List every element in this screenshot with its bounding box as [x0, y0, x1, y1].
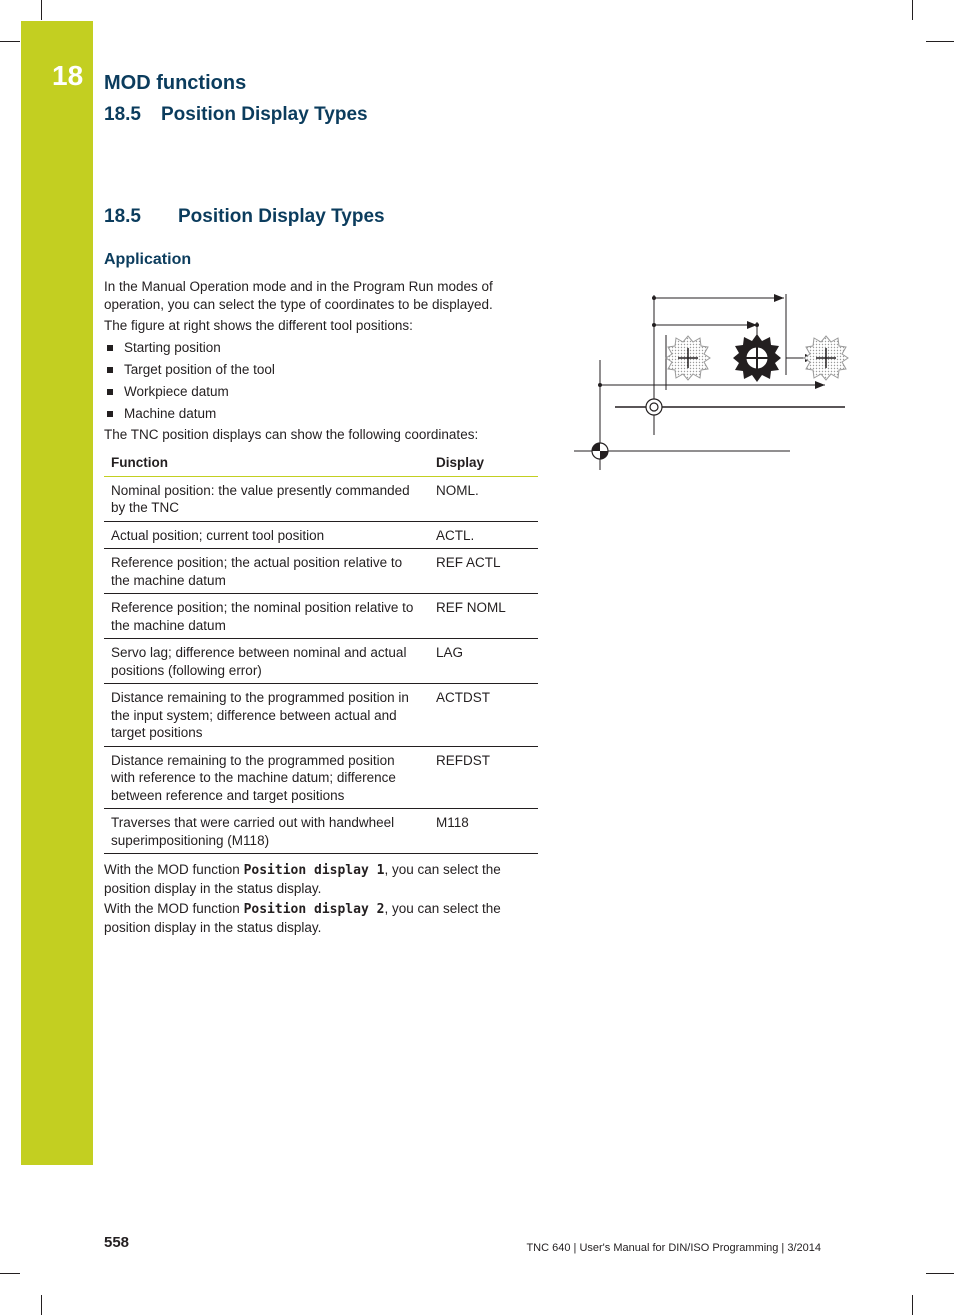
running-section-header: [104, 104, 368, 126]
display-cell: REF NOML: [429, 594, 538, 639]
mod-function-name: Position display 1: [243, 863, 385, 878]
chapter-sidebar: [21, 21, 93, 1165]
starting-position-tool-icon: [666, 336, 710, 380]
list-item: Workpiece datum: [104, 381, 532, 403]
function-cell: Actual position; current tool position: [104, 521, 429, 549]
crop-mark: [912, 1295, 913, 1315]
running-section-title: Position Display Types: [161, 104, 368, 125]
table-row: [104, 549, 538, 594]
function-cell: Reference position; the nominal position relative to the machine datum: [104, 594, 429, 639]
table-intro: The TNC position displays can show the following coordinates:: [104, 427, 479, 442]
footer-text: TNC 640 | User's Manual for DIN/ISO Programming | 3/2014: [526, 1242, 821, 1254]
display-cell: ACTL.: [429, 521, 538, 549]
display-cell: LAG: [429, 639, 538, 684]
function-cell: Traverses that were carried out with handwheel superimpositioning (M118): [104, 809, 429, 854]
dot-icon: [598, 383, 602, 387]
list-item: Target position of the tool: [104, 359, 532, 381]
crop-mark: [926, 1273, 954, 1274]
table-row: [104, 684, 538, 747]
function-cell: Nominal position: the value presently commanded by the TNC: [104, 476, 429, 521]
target-position-tool-icon: [804, 336, 848, 380]
bullet-icon: [107, 411, 113, 417]
running-section-number: 18.5: [104, 104, 141, 125]
bullet-icon: [107, 367, 113, 373]
bullet-icon: [107, 345, 113, 351]
page-number: 558: [104, 1234, 130, 1251]
crop-mark: [41, 0, 42, 20]
function-cell: Reference position; the actual position relative to the machine datum: [104, 549, 429, 594]
table-row: [104, 809, 538, 854]
section-heading: [104, 206, 385, 228]
display-cell: REFDST: [429, 746, 538, 809]
section-title: Position Display Types: [178, 206, 385, 227]
chapter-number: 18: [52, 60, 84, 91]
list-item: Starting position: [104, 337, 532, 359]
workpiece-datum-icon: [646, 399, 662, 415]
mod-function-name: Position display 2: [243, 902, 385, 917]
display-types-table: [104, 449, 538, 854]
bullet-icon: [107, 389, 113, 395]
table-row: [104, 594, 538, 639]
figure-paragraph: The figure at right shows the different tool positions:: [104, 318, 413, 333]
crop-mark: [912, 0, 913, 20]
display-cell: REF ACTL: [429, 549, 538, 594]
arrow-icon: [815, 381, 825, 389]
crop-mark: [0, 1273, 20, 1274]
table-row: [104, 521, 538, 549]
display-cell: M118: [429, 809, 538, 854]
closing-paragraph-1: With the MOD function Position display 1, you can select the position display in the status display.: [104, 862, 501, 896]
crop-mark: [0, 41, 20, 42]
function-cell: Distance remaining to the programmed position with reference to the machine datum; difference between reference and target positions: [104, 746, 429, 809]
subheading-application: Application: [104, 251, 192, 268]
column-header-display: Display: [429, 449, 538, 476]
table-row: [104, 639, 538, 684]
table-row: [104, 746, 538, 809]
dot-icon: [652, 323, 656, 327]
function-cell: Servo lag; difference between nominal and actual positions (following error): [104, 639, 429, 684]
tool-positions-figure: [560, 280, 860, 480]
crop-mark: [926, 41, 954, 42]
table-row: [104, 476, 538, 521]
table-header-row: [104, 449, 538, 476]
bullet-list: [104, 337, 532, 425]
machine-datum-icon: [592, 443, 608, 459]
closing-paragraph-2: With the MOD function Position display 2, you can select the position display in the status display.: [104, 901, 501, 935]
section-number: 18.5: [104, 206, 141, 227]
display-cell: ACTDST: [429, 684, 538, 747]
intro-paragraph: In the Manual Operation mode and in the Program Run modes of operation, you can select the type of coordinates to be displayed.: [104, 279, 493, 312]
column-header-function: Function: [104, 449, 429, 476]
list-item: Machine datum: [104, 403, 532, 425]
dot-icon: [652, 296, 656, 300]
crop-mark: [41, 1295, 42, 1315]
chapter-title: MOD functions: [104, 72, 247, 94]
arrow-icon: [774, 294, 784, 302]
display-cell: NOML.: [429, 476, 538, 521]
dot-icon: [755, 323, 759, 327]
function-cell: Distance remaining to the programmed position in the input system; difference between actual and target positions: [104, 684, 429, 747]
actual-tool-icon: [733, 334, 781, 382]
